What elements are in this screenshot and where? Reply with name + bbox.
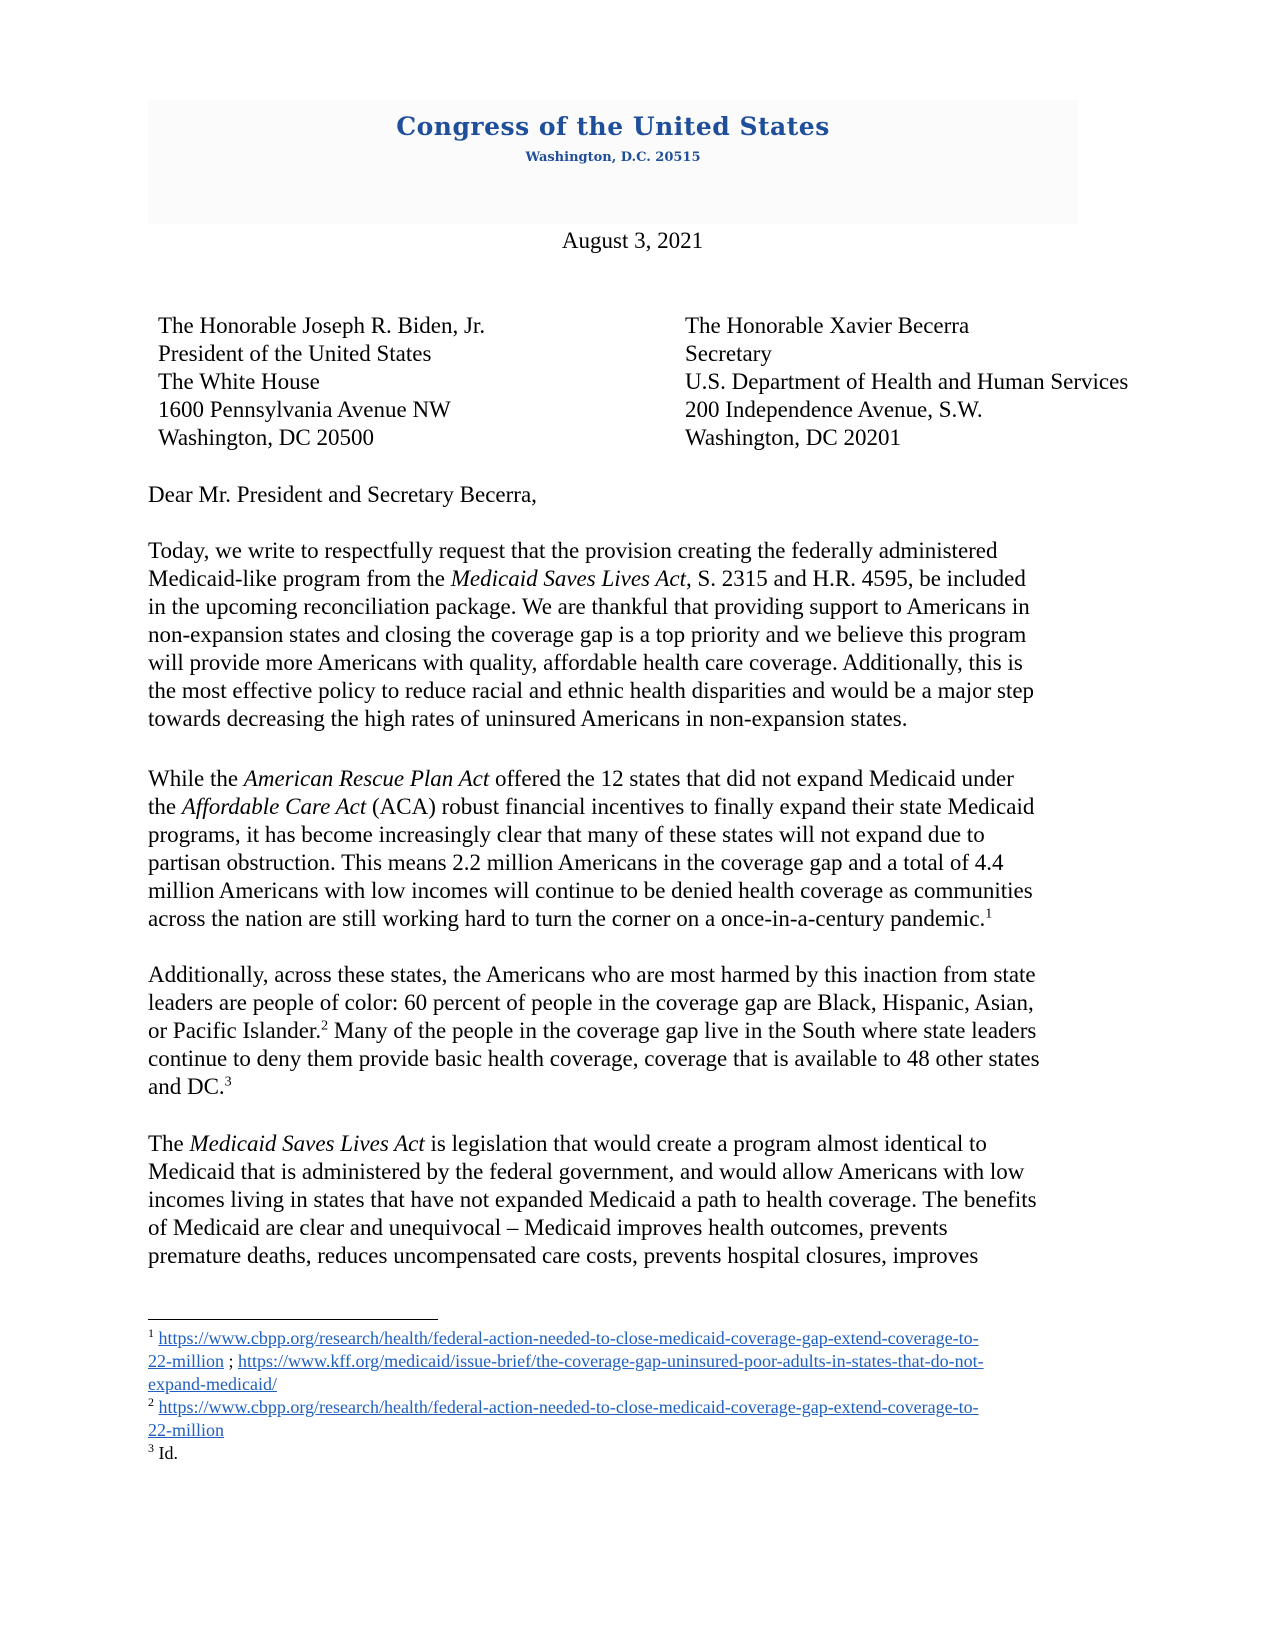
paragraph-4 bbox=[148, 1130, 1108, 1270]
recipient-address-right bbox=[685, 312, 1128, 452]
act-title: Medicaid Saves Lives Act bbox=[189, 1131, 425, 1156]
footnote-number: 2 bbox=[148, 1395, 154, 1409]
text-line: continue to deny them provide basic health coverage, coverage that is available to 48 other states bbox=[148, 1046, 1040, 1071]
footnote-divider bbox=[148, 1319, 438, 1320]
footnote-link[interactable]: https://www.cbpp.org/research/health/federal-action-needed-to-close-medicaid-coverage-gap-extend-coverage-to- bbox=[158, 1328, 979, 1348]
act-title: Medicaid Saves Lives Act bbox=[450, 566, 686, 591]
text-line: Medicaid that is administered by the federal government, and would allow Americans with low bbox=[148, 1159, 1025, 1184]
text-line: in the upcoming reconciliation package. We are thankful that providing support to Americans in bbox=[148, 594, 1030, 619]
address-line: U.S. Department of Health and Human Services bbox=[685, 369, 1129, 394]
text-line: Today, we write to respectfully request that the provision creating the federally administered bbox=[148, 538, 998, 563]
text-line: leaders are people of color: 60 percent of people in the coverage gap are Black, Hispanic, Asian, bbox=[148, 990, 1034, 1015]
act-title: Affordable Care Act bbox=[181, 794, 367, 819]
text-line: the Affordable Care Act (ACA) robust financial incentives to finally expand their state Medicaid bbox=[148, 794, 1035, 819]
text-line: or Pacific Islander.$^2$ Many of the people in the coverage gap live in the South where state leaders bbox=[148, 1018, 1037, 1043]
paragraph-3 bbox=[148, 961, 1108, 1101]
text-line: and DC.$^3$ bbox=[148, 1074, 232, 1099]
footnote-1-cont bbox=[148, 1373, 1108, 1396]
address-line: 1600 Pennsylvania Avenue NW bbox=[158, 397, 451, 422]
footnote-link[interactable]: https://www.kff.org/medicaid/issue-brief/the-coverage-gap-uninsured-poor-adults-in-states-that-do-not- bbox=[238, 1351, 984, 1371]
letter-date: August 3, 2021 bbox=[561, 228, 704, 253]
footnote-ref[interactable]: 3 bbox=[224, 1074, 232, 1090]
letterhead-title: Congress of the United States bbox=[396, 112, 830, 141]
text-line: While the American Rescue Plan Act offered the 12 states that did not expand Medicaid under bbox=[148, 766, 1014, 791]
address-line: The Honorable Xavier Becerra bbox=[685, 313, 970, 338]
footnote-number: 1 bbox=[148, 1326, 154, 1340]
address-line: Washington, DC 20500 bbox=[158, 425, 375, 450]
footnote-ref[interactable]: 2 bbox=[321, 1018, 329, 1034]
text-line: of Medicaid are clear and unequivocal – Medicaid improves health outcomes, prevents bbox=[148, 1215, 948, 1240]
footnotes bbox=[148, 1327, 1108, 1465]
footnote-link[interactable]: expand-medicaid/ bbox=[148, 1374, 277, 1394]
text-line: incomes living in states that have not expanded Medicaid a path to health coverage. The benefits bbox=[148, 1187, 1037, 1212]
text-line: premature deaths, reduces uncompensated care costs, prevents hospital closures, improves bbox=[148, 1243, 979, 1268]
footnote-number: 3 bbox=[148, 1441, 154, 1455]
address-line: The White House bbox=[158, 369, 320, 394]
footnote-2-cont bbox=[148, 1419, 1108, 1442]
text-line: million Americans with low incomes will continue to be denied health coverage as communities bbox=[148, 878, 1033, 903]
text-line: programs, it has become increasingly clear that many of these states will not expand due to bbox=[148, 822, 985, 847]
paragraph-2 bbox=[148, 765, 1108, 933]
text-line: The Medicaid Saves Lives Act is legislation that would create a program almost identical to bbox=[148, 1131, 987, 1156]
text-line: across the nation are still working hard to turn the corner on a once-in-a-century pandemic.$^1$ bbox=[148, 906, 993, 931]
text-line: Additionally, across these states, the Americans who are most harmed by this inaction from state bbox=[148, 962, 1036, 987]
salutation: Dear Mr. President and Secretary Becerra, bbox=[148, 482, 537, 507]
footnote-2 bbox=[148, 1396, 1108, 1419]
act-title: American Rescue Plan Act bbox=[243, 766, 490, 791]
footnote-3: $^3$ Id. bbox=[148, 1441, 178, 1463]
footnote-1-cont: 22-million ; https://www.kff.org/medicaid/issue-brief/the-coverage-gap-uninsured-poor-adults-in-states-that-do-not- bbox=[148, 1351, 984, 1371]
recipient-address-left bbox=[158, 312, 485, 452]
text-line: the most effective policy to reduce racial and ethnic health disparities and would be a major step bbox=[148, 678, 1035, 703]
address-line: Washington, DC 20201 bbox=[685, 425, 902, 450]
paragraph-1 bbox=[148, 537, 1108, 733]
text-line: Medicaid-like program from the Medicaid Saves Lives Act, S. 2315 and H.R. 4595, be included bbox=[148, 566, 1026, 591]
address-line: 200 Independence Avenue, S.W. bbox=[685, 397, 983, 422]
text-line: towards decreasing the high rates of uninsured Americans in non-expansion states. bbox=[148, 706, 908, 731]
address-line: The Honorable Joseph R. Biden, Jr. bbox=[158, 313, 486, 338]
footnote-link[interactable]: 22-million bbox=[148, 1351, 224, 1371]
footnote-ref[interactable]: 1 bbox=[985, 906, 993, 922]
letterhead bbox=[148, 100, 1078, 224]
text-line: partisan obstruction. This means 2.2 million Americans in the coverage gap and a total of 4.4 bbox=[148, 850, 1004, 875]
footnote-link[interactable]: https://www.cbpp.org/research/health/federal-action-needed-to-close-medicaid-coverage-gap-extend-coverage-to- bbox=[158, 1397, 979, 1417]
text-line: non-expansion states and closing the coverage gap is a top priority and we believe this program bbox=[148, 622, 1027, 647]
footnote-link[interactable]: 22-million bbox=[148, 1420, 224, 1440]
address-line: Secretary bbox=[685, 341, 772, 366]
address-line: President of the United States bbox=[158, 341, 432, 366]
footnote-1 bbox=[148, 1327, 1108, 1350]
letterhead-address: Washington, D.C. 20515 bbox=[525, 150, 701, 165]
text-line: will provide more Americans with quality, affordable health care coverage. Additionally, this is bbox=[148, 650, 1023, 675]
